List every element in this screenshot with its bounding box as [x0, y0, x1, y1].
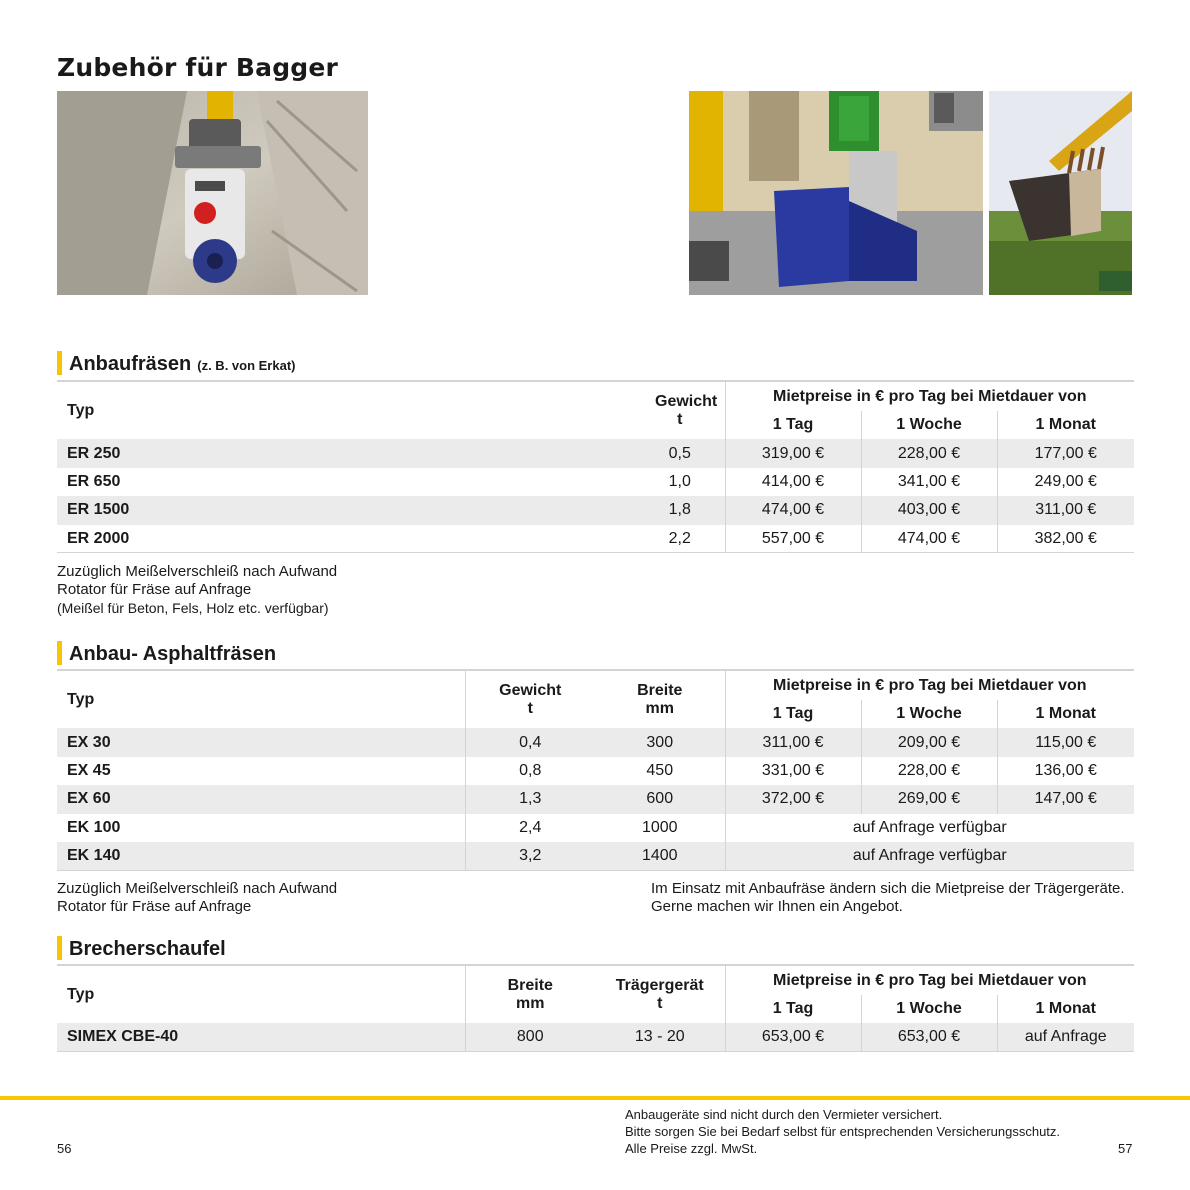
- header-1-woche: 1 Woche: [861, 700, 997, 728]
- cell-woche: 269,00 €: [861, 785, 997, 813]
- section-title-text: Brecherschaufel: [69, 938, 226, 960]
- cell-auf-anfrage: auf Anfrage verfügbar: [725, 842, 1134, 870]
- cell-woche: 341,00 €: [861, 468, 997, 496]
- table-row: [57, 728, 1134, 756]
- section-accent-bar: [57, 936, 62, 960]
- cell-typ: EX 30: [57, 728, 465, 756]
- header-1-tag: 1 Tag: [725, 995, 861, 1023]
- page-title: Zubehör für Bagger: [57, 53, 339, 82]
- cell-woche: 474,00 €: [861, 525, 997, 553]
- section-subtitle: (z. B. von Erkat): [197, 358, 296, 373]
- header-mietpreise: Mietpreise in € pro Tag bei Mietdauer von: [725, 381, 1134, 411]
- cell-typ: ER 250: [57, 439, 495, 467]
- cell-tag: 653,00 €: [725, 1023, 861, 1051]
- notes-asphaltfraesen-left: [57, 880, 337, 916]
- cell-monat: 249,00 €: [997, 468, 1134, 496]
- section-title-anbaufraesen: [57, 351, 296, 375]
- header-traegergeraet: Trägergerät t: [615, 976, 704, 1012]
- header-1-monat: 1 Monat: [997, 411, 1134, 439]
- cell-monat: 115,00 €: [997, 728, 1134, 756]
- table-row: [57, 525, 1134, 553]
- header-1-monat: 1 Monat: [997, 995, 1134, 1023]
- cell-gewicht: 0,8: [465, 757, 595, 785]
- cell-tag: 319,00 €: [725, 439, 861, 467]
- note-line: Rotator für Fräse auf Anfrage: [57, 581, 252, 598]
- header-typ: Typ: [67, 985, 95, 1003]
- notes-anbaufraesen: [57, 563, 337, 617]
- cell-woche: 228,00 €: [861, 439, 997, 467]
- price-table-brecherschaufel: [57, 964, 1134, 1052]
- header-mietpreise: Mietpreise in € pro Tag bei Mietdauer von: [725, 965, 1134, 995]
- cell-gewicht: 1,8: [495, 496, 725, 524]
- cell-typ: EK 100: [67, 818, 121, 836]
- header-1-monat: 1 Monat: [997, 700, 1134, 728]
- cell-tag: 474,00 €: [725, 496, 861, 524]
- photo-asphalt-cutter: [689, 91, 983, 295]
- header-1-woche: 1 Woche: [861, 995, 997, 1023]
- table-row: [57, 785, 1134, 813]
- header-1-tag: 1 Tag: [725, 411, 861, 439]
- note-line: Zuzüglich Meißelverschleiß nach Aufwand: [57, 880, 338, 897]
- table-row: [57, 439, 1134, 467]
- cell-breite: 1400: [595, 842, 725, 870]
- cell-tag: 557,00 €: [725, 525, 861, 553]
- note-line: Gerne machen wir Ihnen ein Angebot.: [651, 898, 903, 915]
- cell-tag: 414,00 €: [725, 468, 861, 496]
- table-row: [57, 757, 1134, 785]
- cell-gewicht: 3,2: [465, 842, 595, 870]
- cell-monat: 147,00 €: [997, 785, 1134, 813]
- cell-typ: ER 2000: [57, 525, 495, 553]
- cell-breite: 600: [595, 785, 725, 813]
- note-line: Rotator für Fräse auf Anfrage: [57, 898, 252, 915]
- section-title-brecherschaufel: [57, 936, 226, 960]
- cell-breite: 300: [595, 728, 725, 756]
- table-row: [57, 496, 1134, 524]
- header-gewicht: Gewicht t: [465, 670, 595, 728]
- cell-typ: ER 1500: [57, 496, 495, 524]
- price-table-anbaufraesen: [57, 380, 1134, 553]
- table-row: [57, 1023, 1134, 1051]
- cell-woche: 209,00 €: [861, 728, 997, 756]
- cell-auf-anfrage: auf Anfrage verfügbar: [725, 814, 1134, 842]
- cell-traegergeraet: 13 - 20: [595, 1023, 725, 1051]
- photo-drum-cutter: [57, 91, 368, 295]
- header-gewicht: Gewicht t: [655, 392, 718, 428]
- section-title-asphaltfraesen: [57, 641, 276, 665]
- footer-accent-line: [0, 1096, 1190, 1100]
- table-row: [57, 814, 1134, 842]
- section-accent-bar: [57, 351, 62, 375]
- header-typ: Typ: [67, 401, 95, 419]
- notes-asphaltfraesen-right: [651, 880, 1125, 916]
- cell-typ: EX 60: [57, 785, 465, 813]
- cell-typ: SIMEX CBE-40: [57, 1023, 465, 1051]
- cell-woche: 228,00 €: [861, 757, 997, 785]
- price-table-asphaltfraesen: [57, 669, 1134, 871]
- header-1-woche: 1 Woche: [861, 411, 997, 439]
- cell-breite: 450: [646, 761, 674, 779]
- cell-breite: 800: [465, 1023, 595, 1051]
- note-line: Zuzüglich Meißelverschleiß nach Aufwand: [57, 563, 338, 580]
- cell-monat: auf Anfrage: [997, 1023, 1134, 1051]
- section-accent-bar: [57, 641, 62, 665]
- footer-line: Alle Preise zzgl. MwSt.: [625, 1141, 758, 1156]
- cell-gewicht: 2,2: [495, 525, 725, 553]
- cell-typ: EK 140: [57, 842, 465, 870]
- cell-tag: 331,00 €: [725, 757, 861, 785]
- cell-monat: 311,00 €: [997, 496, 1134, 524]
- page-number-left: 56: [57, 1141, 72, 1156]
- section-title-text: Anbaufräsen: [69, 353, 192, 375]
- cell-tag: 372,00 €: [725, 785, 861, 813]
- cell-gewicht: 0,5: [495, 439, 725, 467]
- footer-notes: [625, 1106, 1060, 1157]
- note-line: (Meißel für Beton, Fels, Holz etc. verfügbar): [57, 600, 329, 616]
- cell-woche: 653,00 €: [861, 1023, 997, 1051]
- cell-gewicht: 1,3: [465, 785, 595, 813]
- page-number-right: 57: [1118, 1141, 1133, 1156]
- photo-crusher-bucket: [989, 91, 1132, 295]
- cell-breite: 1000: [641, 818, 678, 836]
- section-title-text: Anbau- Asphaltfräsen: [69, 643, 277, 665]
- cell-monat: 382,00 €: [997, 525, 1134, 553]
- cell-typ: EX 45: [67, 761, 111, 779]
- header-mietpreise: Mietpreise in € pro Tag bei Mietdauer von: [725, 670, 1134, 700]
- cell-monat: 136,00 €: [997, 757, 1134, 785]
- cell-gewicht: 1,0: [668, 472, 691, 490]
- cell-tag: 311,00 €: [725, 728, 861, 756]
- header-breite: Breite mm: [465, 965, 595, 1023]
- footer-line: Anbaugeräte sind nicht durch den Vermieter versichert.: [625, 1107, 943, 1122]
- header-1-tag: 1 Tag: [725, 700, 861, 728]
- header-breite: Breite mm: [637, 681, 683, 717]
- table-row: [57, 468, 1134, 496]
- cell-woche: 403,00 €: [861, 496, 997, 524]
- cell-gewicht: 2,4: [465, 814, 595, 842]
- cell-monat: 177,00 €: [997, 439, 1134, 467]
- cell-typ: ER 650: [67, 472, 121, 490]
- footer-line: Bitte sorgen Sie bei Bedarf selbst für entsprechenden Versicherungsschutz.: [625, 1124, 1061, 1139]
- cell-gewicht: 0,4: [465, 728, 595, 756]
- note-line: Im Einsatz mit Anbaufräse ändern sich die Mietpreise der Trägergeräte.: [651, 880, 1125, 897]
- table-row: [57, 842, 1134, 870]
- header-typ: Typ: [67, 690, 95, 708]
